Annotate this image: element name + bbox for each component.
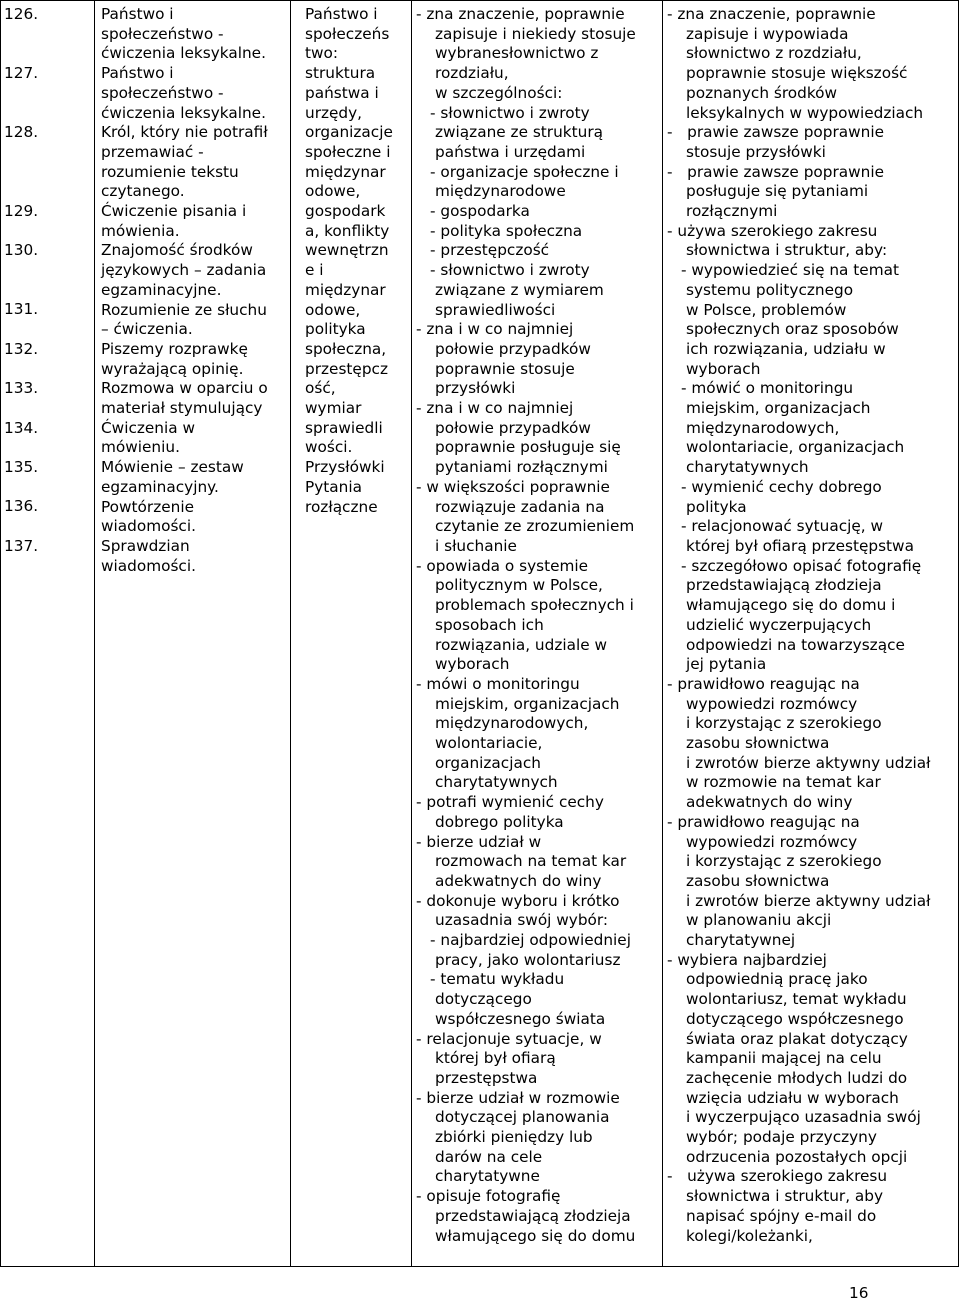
extended-requirement-line: stosuje przysłówki — [686, 142, 826, 161]
lesson-title-line: Rozmowa w oparciu o — [101, 379, 268, 398]
basic-requirement-line: adekwatnych do winy — [435, 871, 602, 890]
basic-requirement-line: - słownictwo i zwroty — [430, 261, 590, 280]
basic-requirement-line: - bierze udział w rozmowie — [416, 1088, 620, 1107]
topics-column — [305, 5, 397, 517]
topic-line: społeczne i — [305, 142, 391, 161]
basic-requirement-line: - potrafi wymienić cechy — [416, 793, 604, 812]
lesson-title-line: Król, który nie potrafił — [101, 123, 268, 142]
extended-requirement-line: kolegi/koleżanki, — [686, 1226, 813, 1245]
topic-line: urzędy, — [305, 103, 363, 122]
topic-line: struktura — [305, 64, 376, 83]
lesson-number-spacer — [4, 399, 60, 419]
table-column-divider — [94, 0, 95, 1267]
extended-requirement-line: - szczegółowo opisać fotografię — [681, 556, 922, 575]
lesson-title-line: Państwo i — [101, 64, 174, 83]
extended-requirement-line: - zna znaczenie, poprawnie — [667, 5, 876, 23]
extended-requirement-line: słownictwa i struktur, aby: — [686, 241, 888, 260]
lesson-title-line: Państwo i — [101, 5, 174, 23]
extended-requirement-line: - wypowiedzieć się na temat — [681, 261, 899, 280]
basic-requirement-line: miejskim, organizacjach — [435, 694, 620, 713]
extended-requirement-line: zapisuje i wypowiada — [686, 24, 849, 43]
basic-requirements-column — [416, 5, 659, 1246]
topic-line: wości. — [305, 438, 353, 457]
lesson-title-line: czytanego. — [101, 182, 185, 201]
extended-requirement-line: jej pytania — [686, 655, 767, 674]
basic-requirement-line: sposobach ich — [435, 615, 544, 634]
lesson-number-spacer — [4, 478, 60, 498]
table-border-left — [0, 0, 1, 1267]
extended-requirement-line: włamującego się do domu i — [686, 596, 896, 615]
lesson-title-line: – ćwiczenia. — [101, 320, 193, 339]
basic-requirement-line: dobrego polityka — [435, 812, 564, 831]
lesson-title-line: Znajomość środków — [101, 241, 253, 260]
lesson-title-line: przemawiać - — [101, 142, 204, 161]
table-border-top — [0, 0, 959, 1]
extended-requirement-line: - prawidłowo reagując na — [667, 674, 860, 693]
basic-requirement-line: sprawiedliwości — [435, 300, 556, 319]
extended-requirement-line: poprawnie stosuje większość — [686, 64, 908, 83]
basic-requirement-line: - słownictwo i zwroty — [430, 103, 590, 122]
basic-requirement-line: - zna i w co najmniej — [416, 399, 574, 418]
lesson-titles-column — [101, 5, 287, 576]
basic-requirement-line: pytaniami rozłącznymi — [435, 458, 608, 477]
lesson-number: 129. — [4, 201, 39, 220]
lesson-number-spacer — [4, 222, 60, 242]
extended-requirement-line: świata oraz plakat dotyczący — [686, 1029, 908, 1048]
lesson-title-line: materiał stymulujący — [101, 399, 263, 418]
extended-requirement-line: przedstawiającą złodzieja — [686, 576, 882, 595]
lesson-title-line: Ćwiczenia w — [101, 418, 195, 437]
basic-requirement-line: rozwiązuje zadania na — [435, 497, 605, 516]
topic-line: przestępcz — [305, 359, 388, 378]
basic-requirement-line: w szczególności: — [435, 83, 563, 102]
extended-requirement-line: i wyczerpująco uzasadnia swój — [686, 1108, 921, 1127]
extended-requirement-line: charytatywnej — [686, 931, 796, 950]
extended-requirement-line: wzięcia udziału w wyborach — [686, 1088, 899, 1107]
extended-requirement-line: słownictwa i struktur, aby — [686, 1187, 884, 1206]
extended-requirement-line: adekwatnych do winy — [686, 793, 853, 812]
lesson-title-line: egzaminacyjny. — [101, 477, 219, 496]
lesson-title-line: Powtórzenie — [101, 497, 194, 516]
lesson-title-line: językowych – zadania — [101, 261, 267, 280]
basic-requirement-line: rozmowach na temat kar — [435, 852, 627, 871]
lesson-number: 133. — [4, 379, 39, 398]
lesson-number-spacer — [4, 438, 60, 458]
basic-requirement-line: związane ze strukturą — [435, 123, 604, 142]
extended-requirement-line: dotyczącego współczesnego — [686, 1009, 904, 1028]
basic-requirement-line: politycznym w Polsce, — [435, 576, 603, 595]
extended-requirement-line: wybór; podaje przyczyny — [686, 1128, 877, 1147]
lesson-title-line: Rozumienie ze słuchu — [101, 300, 267, 319]
basic-requirement-line: - dokonuje wyboru i krótko — [416, 891, 620, 910]
topic-line: społeczna, — [305, 339, 387, 358]
extended-requirement-line: charytatywnych — [686, 458, 809, 477]
basic-requirement-line: wybranesłownictwo z — [435, 44, 599, 63]
basic-requirement-line: włamującego się do domu — [435, 1226, 636, 1245]
extended-requirement-line: w Polsce, problemów — [686, 300, 847, 319]
basic-requirement-line: uzasadnia swój wybór: — [435, 911, 609, 930]
lesson-title-line: wiadomości. — [101, 556, 196, 575]
extended-requirement-line: polityka — [686, 497, 747, 516]
table-column-divider — [662, 0, 663, 1267]
lesson-number: 136. — [4, 497, 39, 516]
basic-requirement-line: połowie przypadków — [435, 339, 591, 358]
topic-line: two: — [305, 44, 339, 63]
extended-requirement-line: - relacjonować sytuację, w — [681, 517, 883, 536]
lesson-title-line: ćwiczenia leksykalne. — [101, 44, 266, 63]
topic-line: Państwo i — [305, 5, 378, 23]
basic-requirement-line: przysłówki — [435, 379, 516, 398]
extended-requirement-line: ich rozwiązania, udziału w — [686, 339, 886, 358]
topic-line: międzynar — [305, 162, 386, 181]
basic-requirement-line: - organizacje społeczne i — [430, 162, 619, 181]
topic-line: społeczeńs — [305, 24, 390, 43]
basic-requirement-line: zbiórki pieniędzy lub — [435, 1128, 593, 1147]
table-column-divider — [290, 0, 291, 1267]
extended-requirement-line: - prawie zawsze poprawnie — [667, 162, 885, 181]
topic-line: odowe, — [305, 300, 361, 319]
extended-requirement-line: wyborach — [686, 359, 761, 378]
extended-requirement-line: odpowiednią pracę jako — [686, 970, 868, 989]
extended-requirements-column — [667, 5, 957, 1246]
table-column-divider — [411, 0, 412, 1267]
basic-requirement-line: wyborach — [435, 655, 510, 674]
extended-requirement-line: w planowaniu akcji — [686, 911, 832, 930]
lesson-title-line: Ćwiczenie pisania i — [101, 202, 247, 221]
basic-requirement-line: - opowiada o systemie — [416, 556, 589, 575]
extended-requirement-line: wolontariacie, organizacjach — [686, 438, 905, 457]
lesson-number: 130. — [4, 241, 39, 260]
lesson-title-line: mówieniu. — [101, 438, 180, 457]
extended-requirement-line: miejskim, organizacjach — [686, 399, 871, 418]
basic-requirement-line: i słuchanie — [435, 536, 517, 555]
basic-requirement-line: rozwiązania, udziale w — [435, 635, 608, 654]
lesson-title-line: społeczeństwo - — [101, 83, 224, 102]
extended-requirement-line: zasobu słownictwa — [686, 871, 830, 890]
lesson-title-line: Mówienie – zestaw — [101, 458, 244, 477]
topic-line: Pytania — [305, 477, 362, 496]
extended-requirement-line: udzielić wyczerpujących — [686, 615, 872, 634]
extended-requirement-line: i korzystając z szerokiego — [686, 714, 882, 733]
extended-requirement-line: - prawidłowo reagując na — [667, 812, 860, 831]
basic-requirement-line: charytatywnych — [435, 773, 558, 792]
topic-line: organizacje — [305, 123, 393, 142]
topic-line: sprawiedli — [305, 418, 383, 437]
lesson-number: 132. — [4, 339, 39, 358]
basic-requirement-line: - w większości poprawnie — [416, 477, 610, 496]
basic-requirement-line: przedstawiającą złodzieja — [435, 1206, 631, 1225]
topic-line: państwa i — [305, 83, 379, 102]
topic-line: Przysłówki — [305, 458, 385, 477]
lesson-title-line: Piszemy rozprawkę — [101, 339, 248, 358]
lesson-title-line: mówienia. — [101, 221, 180, 240]
lesson-number-spacer — [4, 143, 60, 202]
basic-requirement-line: - przestępczość — [430, 241, 550, 260]
page-number: 16 — [849, 1284, 869, 1302]
extended-requirement-line: społecznych oraz sposobów — [686, 320, 899, 339]
topic-line: wymiar — [305, 399, 362, 418]
extended-requirement-line: - używa szerokiego zakresu — [667, 221, 878, 240]
lesson-title-line: wiadomości. — [101, 517, 196, 536]
extended-requirement-line: - prawie zawsze poprawnie — [667, 123, 885, 142]
basic-requirement-line: międzynarodowych, — [435, 714, 589, 733]
basic-requirement-line: połowie przypadków — [435, 418, 591, 437]
basic-requirement-line: której był ofiarą — [435, 1049, 556, 1068]
table-border-bottom — [0, 1266, 959, 1267]
extended-requirement-line: - używa szerokiego zakresu — [667, 1167, 888, 1186]
basic-requirement-line: - gospodarka — [430, 202, 530, 221]
lesson-title-line: egzaminacyjne. — [101, 280, 222, 299]
lesson-number-spacer — [4, 320, 60, 340]
lesson-number-spacer — [4, 84, 60, 123]
basic-requirement-line: czytanie ze zrozumieniem — [435, 517, 635, 536]
lesson-number: 134. — [4, 418, 39, 437]
basic-requirement-line: przestępstwa — [435, 1068, 538, 1087]
lesson-title-line: Sprawdzian — [101, 536, 190, 555]
basic-requirement-line: związane z wymiarem — [435, 280, 604, 299]
extended-requirement-line: której był ofiarą przestępstwa — [686, 536, 914, 555]
basic-requirement-line: - bierze udział w — [416, 832, 542, 851]
lesson-number-spacer — [4, 261, 60, 300]
basic-requirement-line: międzynarodowe — [435, 182, 566, 201]
lesson-title-line: społeczeństwo - — [101, 24, 224, 43]
lesson-number: 128. — [4, 123, 39, 142]
basic-requirement-line: państwa i urzędami — [435, 142, 586, 161]
extended-requirement-line: zasobu słownictwa — [686, 734, 830, 753]
extended-requirement-line: poznanych środków — [686, 83, 838, 102]
extended-requirement-line: międzynarodowych, — [686, 418, 840, 437]
lesson-number: 127. — [4, 64, 39, 83]
extended-requirement-line: - wymienić cechy dobrego — [681, 477, 882, 496]
lesson-title-line: rozumienie tekstu — [101, 162, 239, 181]
extended-requirement-line: w rozmowie na temat kar — [686, 773, 881, 792]
lesson-title-line: ćwiczenia leksykalne. — [101, 103, 266, 122]
basic-requirement-line: - opisuje fotografię — [416, 1187, 561, 1206]
extended-requirement-line: wypowiedzi rozmówcy — [686, 694, 858, 713]
extended-requirement-line: wypowiedzi rozmówcy — [686, 832, 858, 851]
basic-requirement-line: - mówi o monitoringu — [416, 674, 580, 693]
topic-line: polityka — [305, 320, 366, 339]
extended-requirement-line: słownictwo z rozdziału, — [686, 44, 862, 63]
lesson-number-spacer — [4, 359, 60, 379]
lesson-numbers-column — [4, 5, 60, 556]
basic-requirement-line: - polityka społeczna — [430, 221, 583, 240]
basic-requirement-line: darów na cele — [435, 1147, 543, 1166]
basic-requirement-line: - najbardziej odpowiedniej — [430, 931, 631, 950]
extended-requirement-line: - wybiera najbardziej — [667, 950, 827, 969]
extended-requirement-line: odrzucenia pozostałych opcji — [686, 1147, 908, 1166]
extended-requirement-line: systemu politycznego — [686, 280, 854, 299]
basic-requirement-line: poprawnie posługuje się — [435, 438, 621, 457]
extended-requirement-line: leksykalnych w wypowiedziach — [686, 103, 924, 122]
lesson-number-spacer — [4, 25, 60, 64]
basic-requirement-line: pracy, jako wolontariusz — [435, 950, 621, 969]
topic-line: wewnętrzn — [305, 241, 389, 260]
basic-requirement-line: zapisuje i niekiedy stosuje — [435, 24, 636, 43]
extended-requirement-line: i zwrotów bierze aktywny udział — [686, 891, 931, 910]
lesson-title-line: wyrażającą opinię. — [101, 359, 244, 378]
basic-requirement-line: problemach społecznych i — [435, 596, 634, 615]
lesson-number: 131. — [4, 300, 39, 319]
extended-requirement-line: odpowiedzi na towarzyszące — [686, 635, 905, 654]
basic-requirement-line: - zna i w co najmniej — [416, 320, 574, 339]
extended-requirement-line: i zwrotów bierze aktywny udział — [686, 753, 931, 772]
basic-requirement-line: - zna znaczenie, poprawnie — [416, 5, 625, 23]
extended-requirement-line: zachęcenie młodych ludzi do — [686, 1068, 908, 1087]
topic-line: gospodark — [305, 202, 386, 221]
table-border-right — [958, 0, 959, 1267]
basic-requirement-line: współczesnego świata — [435, 1009, 606, 1028]
extended-requirement-line: kampanii mającej na celu — [686, 1049, 882, 1068]
basic-requirement-line: charytatywne — [435, 1167, 540, 1186]
topic-line: rozłączne — [305, 497, 378, 516]
topic-line: międzynar — [305, 280, 386, 299]
topic-line: a, konflikty — [305, 221, 390, 240]
topic-line: odowe, — [305, 182, 361, 201]
basic-requirement-line: poprawnie stosuje — [435, 359, 575, 378]
lesson-number: 137. — [4, 536, 39, 555]
basic-requirement-line: wolontariacie, — [435, 734, 543, 753]
basic-requirement-line: rozdziału, — [435, 64, 509, 83]
basic-requirement-line: - tematu wykładu — [430, 970, 565, 989]
topic-line: e i — [305, 261, 324, 280]
extended-requirement-line: rozłącznymi — [686, 202, 778, 221]
extended-requirement-line: i korzystając z szerokiego — [686, 852, 882, 871]
extended-requirement-line: napisać spójny e-mail do — [686, 1206, 877, 1225]
basic-requirement-line: dotyczącej planowania — [435, 1108, 610, 1127]
basic-requirement-line: - relacjonuje sytuacje, w — [416, 1029, 602, 1048]
lesson-number: 135. — [4, 457, 39, 476]
basic-requirement-line: organizacjach — [435, 753, 541, 772]
lesson-number-spacer — [4, 517, 60, 537]
extended-requirement-line: - mówić o monitoringu — [681, 379, 854, 398]
topic-line: ość, — [305, 379, 336, 398]
extended-requirement-line: posługuje się pytaniami — [686, 182, 869, 201]
extended-requirement-line: wolontariusz, temat wykładu — [686, 990, 907, 1009]
lesson-number: 126. — [4, 5, 39, 23]
basic-requirement-line: dotyczącego — [435, 990, 532, 1009]
